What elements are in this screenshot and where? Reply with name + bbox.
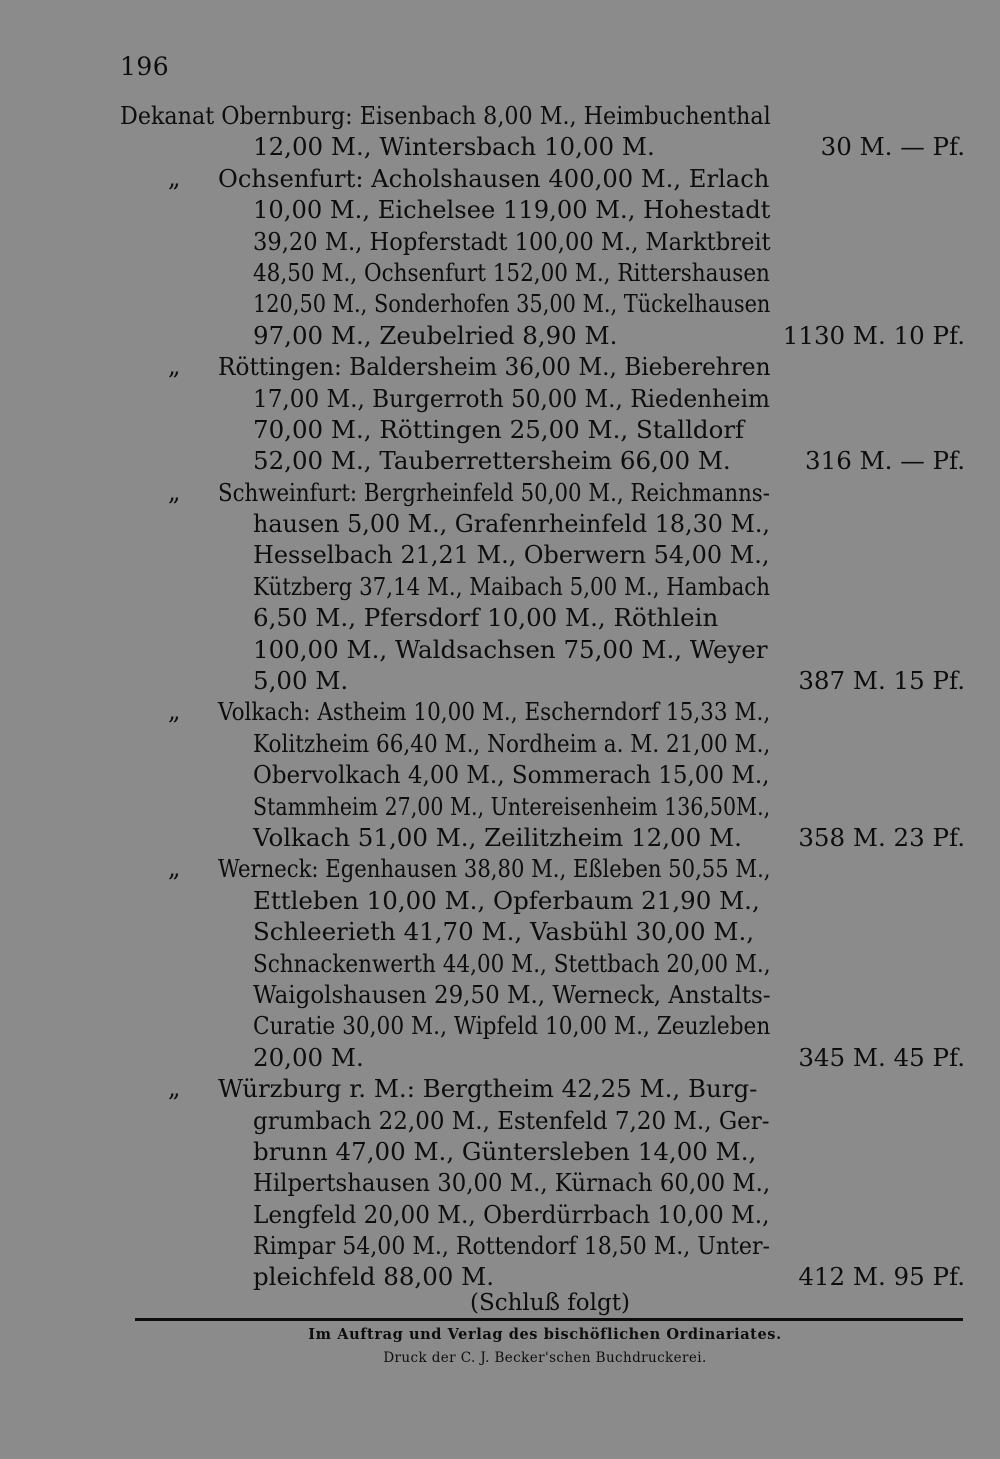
entry-line-text: Volkach 51,00 M., Zeilitzheim 12,00 M.	[253, 822, 742, 852]
entry-continuation-line	[120, 131, 965, 162]
entry-line-text: 97,00 M., Zeubelried 8,90 M.	[253, 320, 618, 350]
entry-continuation-line	[120, 791, 965, 822]
entry-total-amount: 1130 M. 10 Pf.	[782, 320, 965, 350]
entry-line-text: Ettleben 10,00 M., Opferbaum 21,90 M.,	[253, 885, 760, 915]
entry-continuation-line	[120, 759, 965, 790]
entry-line-text: 12,00 M., Wintersbach 10,00 M.	[253, 132, 655, 162]
entry-continuation-line	[120, 445, 965, 476]
entry-continuation-line	[120, 226, 965, 257]
deanery-entry	[120, 351, 965, 477]
entry-line-text: brunn 47,00 M., Güntersleben 14,00 M.,	[253, 1136, 757, 1166]
entry-total-amount: 316 M. — Pf.	[805, 446, 965, 476]
entry-head-text: Ochsenfurt: Acholshausen 400,00 M., Erlach	[218, 163, 770, 193]
entry-line-text: 5,00 M.	[253, 666, 349, 696]
entry-continuation-line	[120, 885, 965, 916]
entry-head-line	[120, 477, 965, 508]
entry-line-text: Curatie 30,00 M., Wipfeld 10,00 M., Zeuzleben	[253, 1011, 771, 1041]
ditto-mark: „	[168, 352, 181, 381]
entry-line-text: 10,00 M., Eichelsee 119,00 M., Hohestadt	[253, 195, 771, 225]
entry-line-text: 100,00 M., Waldsachsen 75,00 M., Weyer	[253, 634, 768, 664]
entry-line-text: hausen 5,00 M., Grafenrheinfeld 18,30 M.,	[253, 509, 771, 539]
entry-head-line	[120, 1073, 965, 1104]
ditto-mark: „	[168, 854, 181, 883]
entry-line-text: Waigolshausen 29,50 M., Werneck, Anstalts-	[253, 979, 771, 1009]
entry-continuation-line	[120, 916, 965, 947]
entry-head-text: Schweinfurt: Bergrheinfeld 50,00 M., Reichmanns-	[218, 477, 770, 507]
page-number: 196	[120, 52, 170, 81]
entry-line-text: 6,50 M., Pfersdorf 10,00 M., Röthlein	[253, 603, 719, 633]
entry-line-text: 52,00 M., Tauberrettersheim 66,00 M.	[253, 446, 731, 476]
entry-continuation-line	[120, 414, 965, 445]
deanery-entry	[120, 1073, 965, 1293]
ditto-mark: „	[168, 163, 181, 192]
closing-note: (Schluß folgt)	[470, 1290, 630, 1316]
entry-continuation-line	[120, 822, 965, 853]
entry-continuation-line	[120, 1105, 965, 1136]
entry-continuation-line	[120, 602, 965, 633]
entry-continuation-line	[120, 1042, 965, 1073]
entry-line-text: 17,00 M., Burgerroth 50,00 M., Riedenheim	[253, 383, 770, 413]
entry-line-text: Obervolkach 4,00 M., Sommerach 15,00 M.,	[253, 760, 770, 790]
imprint-publisher: Im Auftrag und Verlag des bischöflichen Ordinariates.	[308, 1326, 782, 1343]
entry-head-text: Volkach: Astheim 10,00 M., Escherndorf 15,33 M.,	[218, 697, 771, 727]
imprint-printer: Druck der C. J. Becker'schen Buchdruckerei.	[383, 1350, 707, 1366]
entry-line-text: Hesselbach 21,21 M., Oberwern 54,00 M.,	[253, 540, 770, 570]
entry-line-text: Kolitzheim 66,40 M., Nordheim a. M. 21,00 M.,	[253, 728, 771, 758]
entry-continuation-line	[120, 383, 965, 414]
entry-continuation-line	[120, 1230, 965, 1261]
entry-line-text: 20,00 M.	[253, 1042, 364, 1072]
entry-line-text: Lengfeld 20,00 M., Oberdürrbach 10,00 M.,	[253, 1199, 770, 1229]
entry-line-text: Rimpar 54,00 M., Rottendorf 18,50 M., Unter-	[253, 1231, 770, 1261]
deanery-entry	[120, 696, 965, 853]
entry-continuation-line	[120, 508, 965, 539]
entry-head-line	[120, 696, 965, 727]
divider-rule	[135, 1318, 963, 1321]
entry-line-text: 70,00 M., Röttingen 25,00 M., Stalldorf	[253, 414, 745, 444]
entry-continuation-line	[120, 571, 965, 602]
entry-continuation-line	[120, 728, 965, 759]
entry-continuation-line	[120, 634, 965, 665]
entry-continuation-line	[120, 948, 965, 979]
entry-line-text: Stammheim 27,00 M., Untereisenheim 136,50M.,	[253, 791, 771, 821]
entry-continuation-line	[120, 1199, 965, 1230]
entry-continuation-line	[120, 665, 965, 696]
entry-continuation-line	[120, 194, 965, 225]
ditto-mark: „	[168, 697, 181, 726]
entry-line-text: Schnackenwerth 44,00 M., Stettbach 20,00 M.,	[253, 948, 771, 978]
entry-continuation-line	[120, 257, 965, 288]
entry-line-text: Hilpertshausen 30,00 M., Kürnach 60,00 M.,	[253, 1168, 771, 1198]
entry-continuation-line	[120, 979, 965, 1010]
entry-head-line	[120, 163, 965, 194]
deanery-entry	[120, 163, 965, 351]
entry-continuation-line	[120, 1136, 965, 1167]
entry-total-amount: 30 M. — Pf.	[820, 132, 965, 162]
entry-line-text: Kützberg 37,14 M., Maibach 5,00 M., Hambach	[253, 571, 771, 601]
entry-line-text: grumbach 22,00 M., Estenfeld 7,20 M., Ger-	[253, 1105, 770, 1135]
entry-total-amount: 387 M. 15 Pf.	[798, 666, 965, 696]
entry-line-text: pleichfeld 88,00 M.	[253, 1262, 495, 1292]
entry-head-line	[120, 853, 965, 884]
entry-total-amount: 358 M. 23 Pf.	[798, 822, 965, 852]
entry-total-amount: 345 M. 45 Pf.	[798, 1042, 965, 1072]
entry-head-text: Dekanat Obernburg: Eisenbach 8,00 M., Heimbuchenthal	[120, 101, 771, 130]
entry-head-line	[120, 351, 965, 382]
entry-line-text: 120,50 M., Sonderhofen 35,00 M., Tückelhausen	[253, 289, 771, 319]
entry-continuation-line	[120, 288, 965, 319]
deanery-entry	[120, 477, 965, 697]
entry-head-text: Röttingen: Baldersheim 36,00 M., Bieberehren	[218, 352, 771, 382]
entry-line-text: 48,50 M., Ochsenfurt 152,00 M., Rittershausen	[253, 257, 770, 287]
ditto-mark: „	[168, 1074, 181, 1103]
ditto-mark: „	[168, 477, 181, 506]
entry-head-line	[120, 100, 965, 131]
entries-list	[120, 100, 965, 1293]
entry-continuation-line	[120, 539, 965, 570]
entry-continuation-line	[120, 1167, 965, 1198]
entry-total-amount: 412 M. 95 Pf.	[798, 1262, 965, 1292]
entry-continuation-line	[120, 1010, 965, 1041]
entry-head-text: Werneck: Egenhausen 38,80 M., Eßleben 50,55 M.,	[218, 854, 771, 884]
entry-line-text: 39,20 M., Hopferstadt 100,00 M., Marktbreit	[253, 226, 771, 256]
entry-head-text: Würzburg r. M.: Bergtheim 42,25 M., Burg-	[218, 1074, 758, 1104]
entry-continuation-line	[120, 320, 965, 351]
entry-line-text: Schleerieth 41,70 M., Vasbühl 30,00 M.,	[253, 917, 755, 947]
deanery-entry	[120, 853, 965, 1073]
entry-continuation-line	[120, 1261, 965, 1292]
deanery-entry	[120, 100, 965, 163]
